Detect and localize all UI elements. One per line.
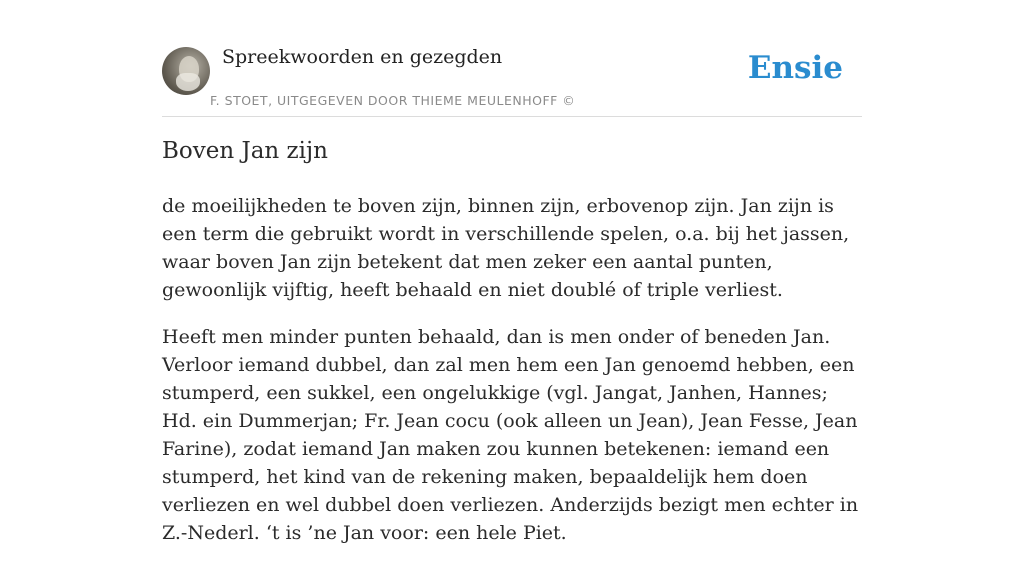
entry-body — [162, 192, 862, 566]
entry-title: Boven Jan zijn — [162, 138, 328, 164]
entry-paragraph-2: Heeft men minder punten behaald, dan is men onder of beneden Jan. Verloor iemand dubbel, dan zal men hem een Jan genoemd hebben, een stumperd, een sukkel, een ongelukkige (vgl. Jangat, Janhen, Hannes; Hd. ein Dummerjan; Fr. Jean cocu (ook alleen un Jean), Jean Fesse, Jean Farine), zodat iemand Jan maken zou kunnen betekenen: iemand een stumperd, het kind van de rekening maken, bepaaldelijk hem doen verliezen en wel dubbel doen verliezen. Anderzijds bezigt men echter in Z.-Nederl. ‘t is ’ne Jan voor: een hele Piet. — [162, 326, 859, 544]
page — [162, 0, 862, 544]
ensie-logo-link[interactable]: Ensie — [747, 50, 843, 86]
source-credit: F. STOET, UITGEGEVEN DOOR THIEME MEULENHOFF © — [210, 93, 576, 108]
author-avatar — [162, 47, 210, 95]
book-title-link[interactable]: Spreekwoorden en gezegden — [222, 46, 503, 68]
header — [162, 46, 862, 117]
avatar-beard — [176, 73, 200, 91]
entry-paragraph-1: de moeilijkheden te boven zijn, binnen zijn, erbovenop zijn. Jan zijn is een term die gebruikt wordt in verschillende spelen, o.a. bij het jassen, waar boven Jan zijn betekent dat men zeker een aantal punten, gewoonlijk vijftig, heeft behaald en niet doublé of triple verliest. — [162, 195, 850, 301]
